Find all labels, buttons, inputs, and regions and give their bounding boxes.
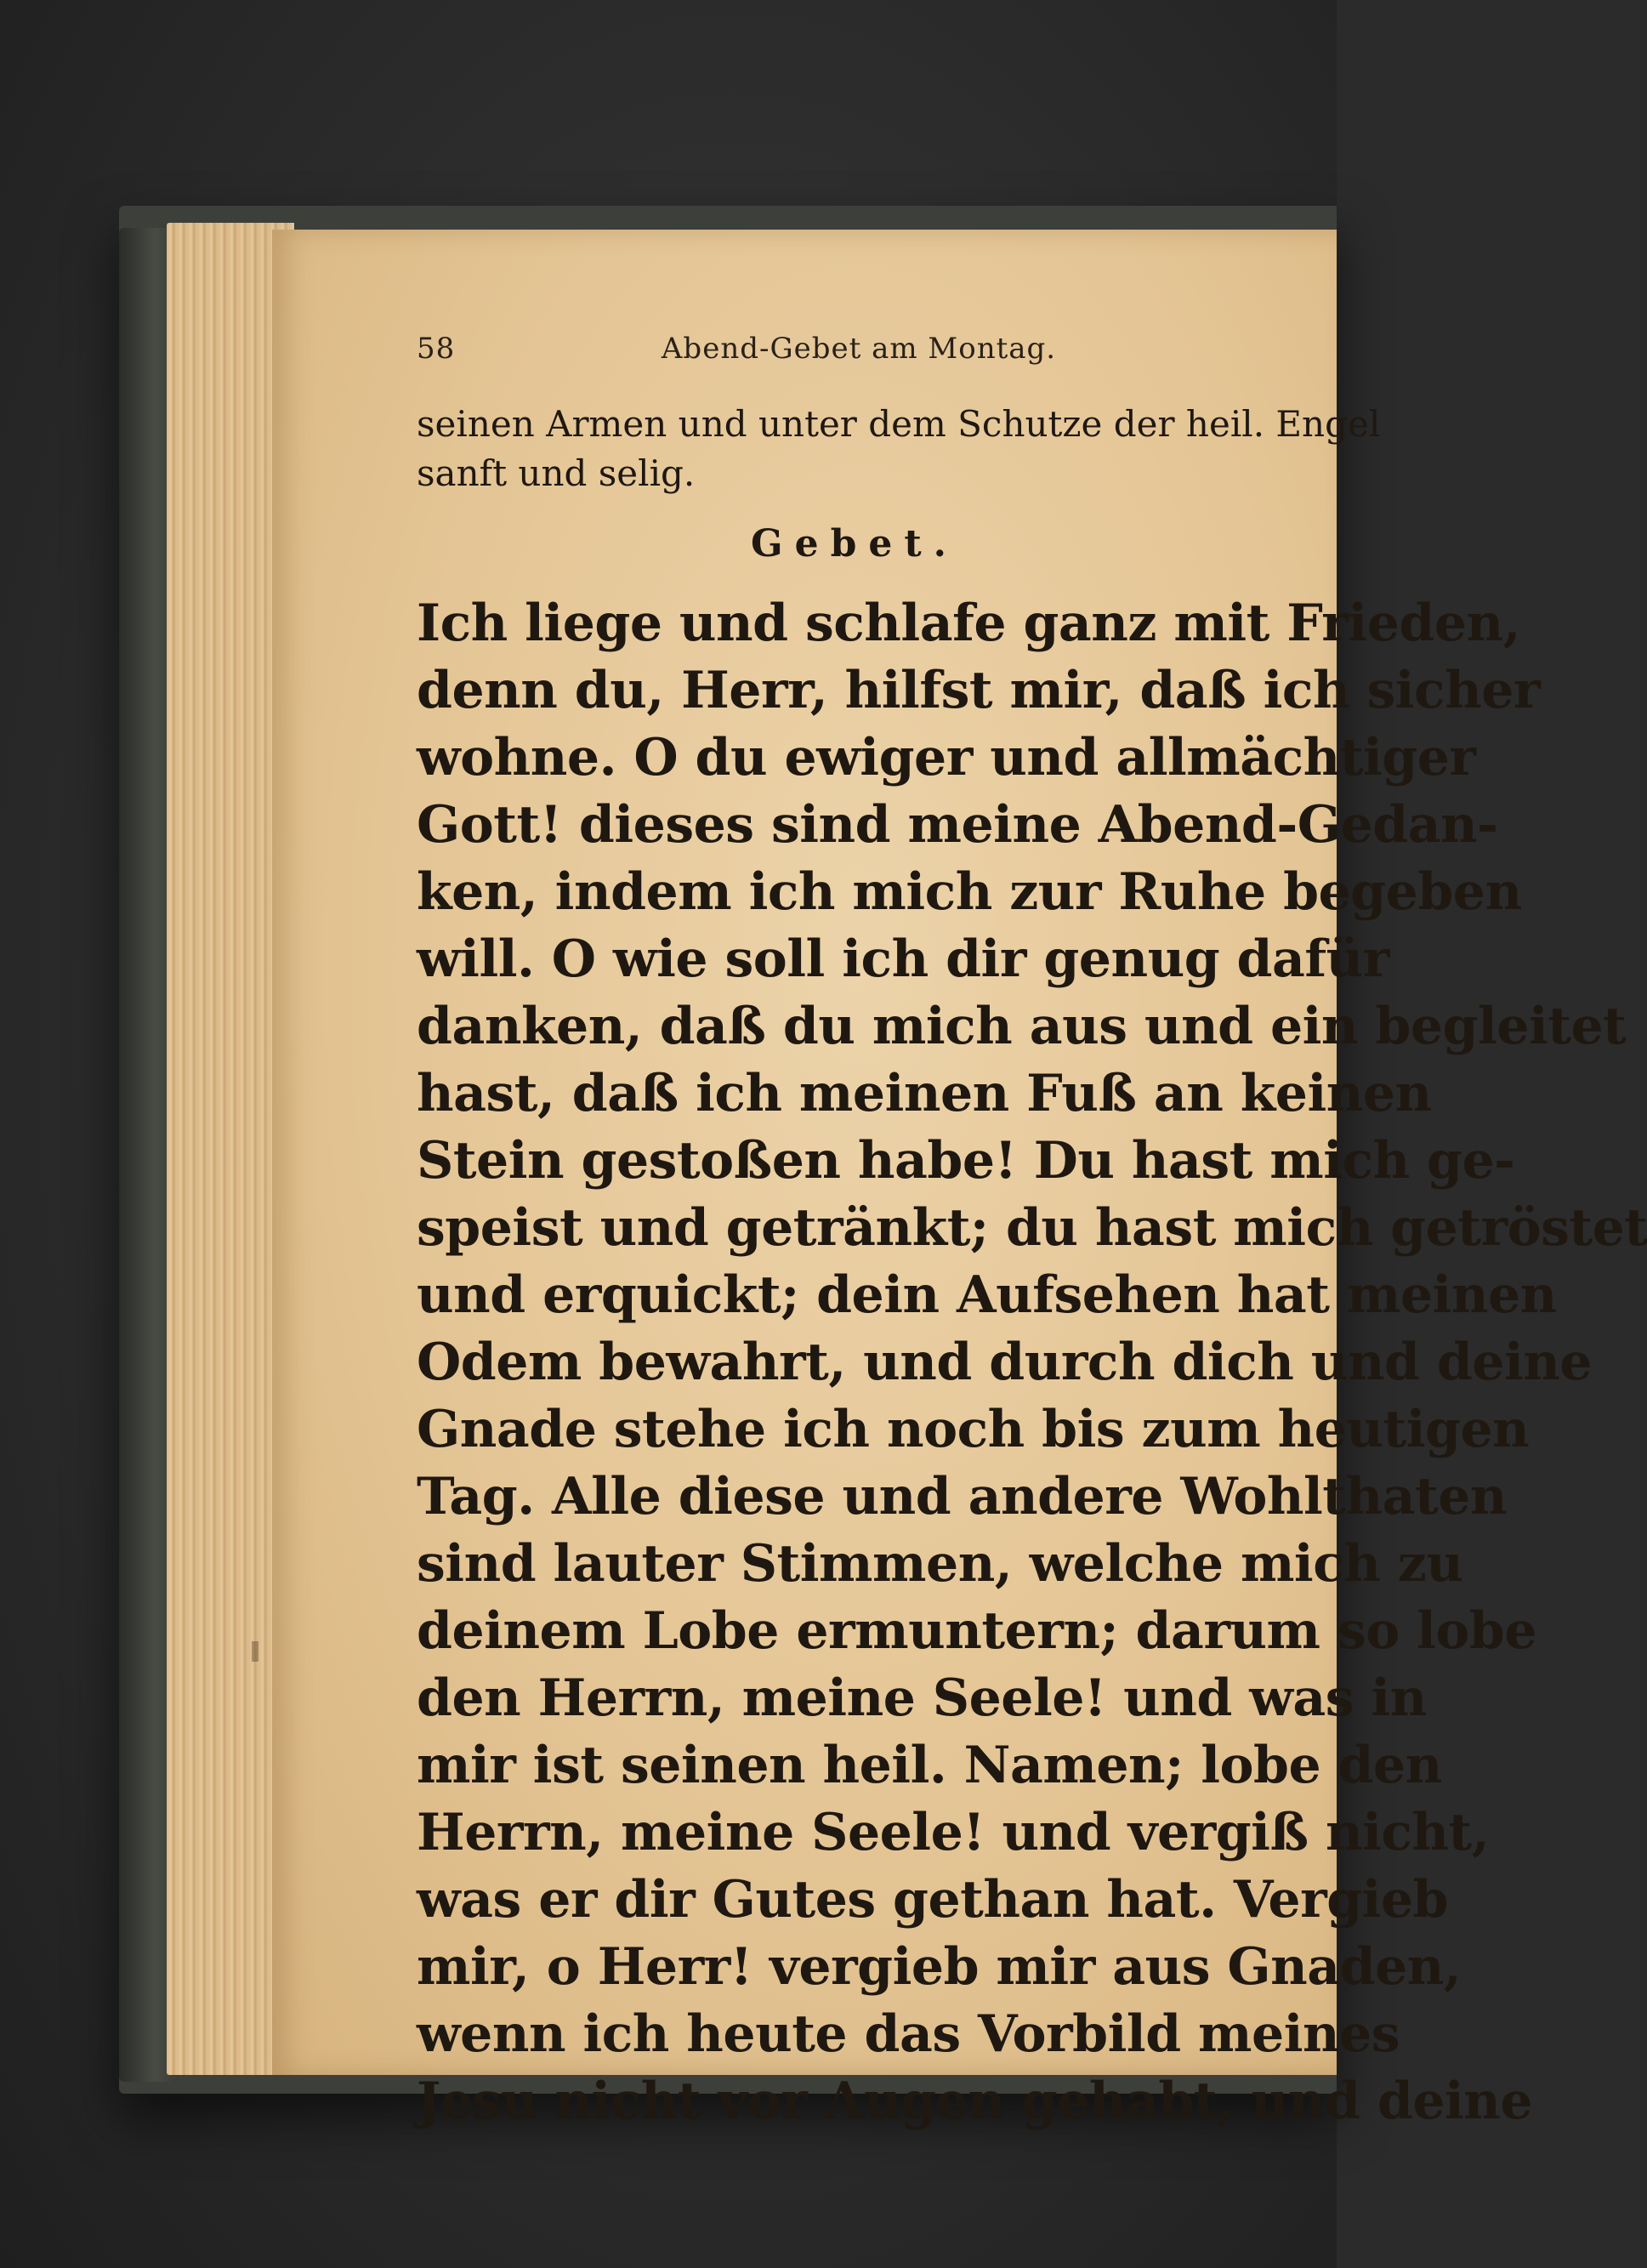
text-line: ken, indem ich mich zur Ruhe begeben	[417, 862, 1522, 922]
text-line: Ich liege und schlafe ganz mit Frieden,	[417, 594, 1521, 653]
text-line: Herrn, meine Seele! und vergiß nicht,	[417, 1803, 1490, 1862]
text-line: sind lauter Stimmen, welche mich zu	[417, 1534, 1463, 1594]
text-line: den Herrn, meine Seele! und was in	[417, 1668, 1427, 1728]
text-line: deinem Lobe ermuntern; darum so lobe	[417, 1601, 1537, 1661]
text-line: und erquickt; dein Aufsehen hat meinen	[417, 1265, 1557, 1325]
text-line: speist und getränkt; du hast mich getröstet	[417, 1198, 1647, 1258]
text-line: Gott! dieses sind meine Abend-Gedan-	[417, 795, 1498, 855]
page-text	[417, 332, 1647, 2135]
text-line: mir, o Herr! vergieb mir aus Gnaden,	[417, 1937, 1462, 1997]
text-line: was er dir Gutes gethan hat. Vergieb	[417, 1870, 1449, 1930]
text-line: will. O wie soll ich dir genug dafür	[417, 929, 1389, 989]
text-line: hast, daß ich meinen Fuß an keinen	[417, 1064, 1432, 1123]
text-line: mir ist seinen heil. Namen; lobe den	[417, 1736, 1442, 1795]
intro-line: seinen Armen und unter dem Schutze der heil. Engel	[417, 403, 1381, 445]
page-number: 58	[417, 332, 456, 366]
intro-line: sanft und selig.	[417, 452, 696, 494]
intro-paragraph	[417, 400, 1381, 498]
text-line: Odem bewahrt, und durch dich und deine	[417, 1333, 1593, 1392]
section-title: Gebet.	[751, 522, 958, 566]
book-page	[272, 230, 1647, 2131]
text-line: wohne. O du ewiger und allmächtiger	[417, 728, 1476, 787]
page-header	[417, 332, 1292, 383]
prayer-text	[417, 590, 1647, 2135]
text-line: Gnade stehe ich noch bis zum heutigen	[417, 1400, 1530, 1459]
text-line: denn du, Herr, hilfst mir, daß ich sicher	[417, 661, 1540, 720]
gutter-mark	[252, 1641, 258, 1662]
running-head: Abend-Gebet am Montag.	[661, 332, 1057, 366]
text-line: wenn ich heute das Vorbild meines	[417, 2004, 1400, 2064]
text-line: danken, daß du mich aus und ein begleitet	[417, 997, 1627, 1056]
text-line: Tag. Alle diese und andere Wohlthaten	[417, 1467, 1508, 1526]
text-line: Jesu nicht vor Augen gehabt, und deine	[417, 2072, 1533, 2131]
text-line: Stein gestoßen habe! Du hast mich ge-	[417, 1131, 1515, 1191]
